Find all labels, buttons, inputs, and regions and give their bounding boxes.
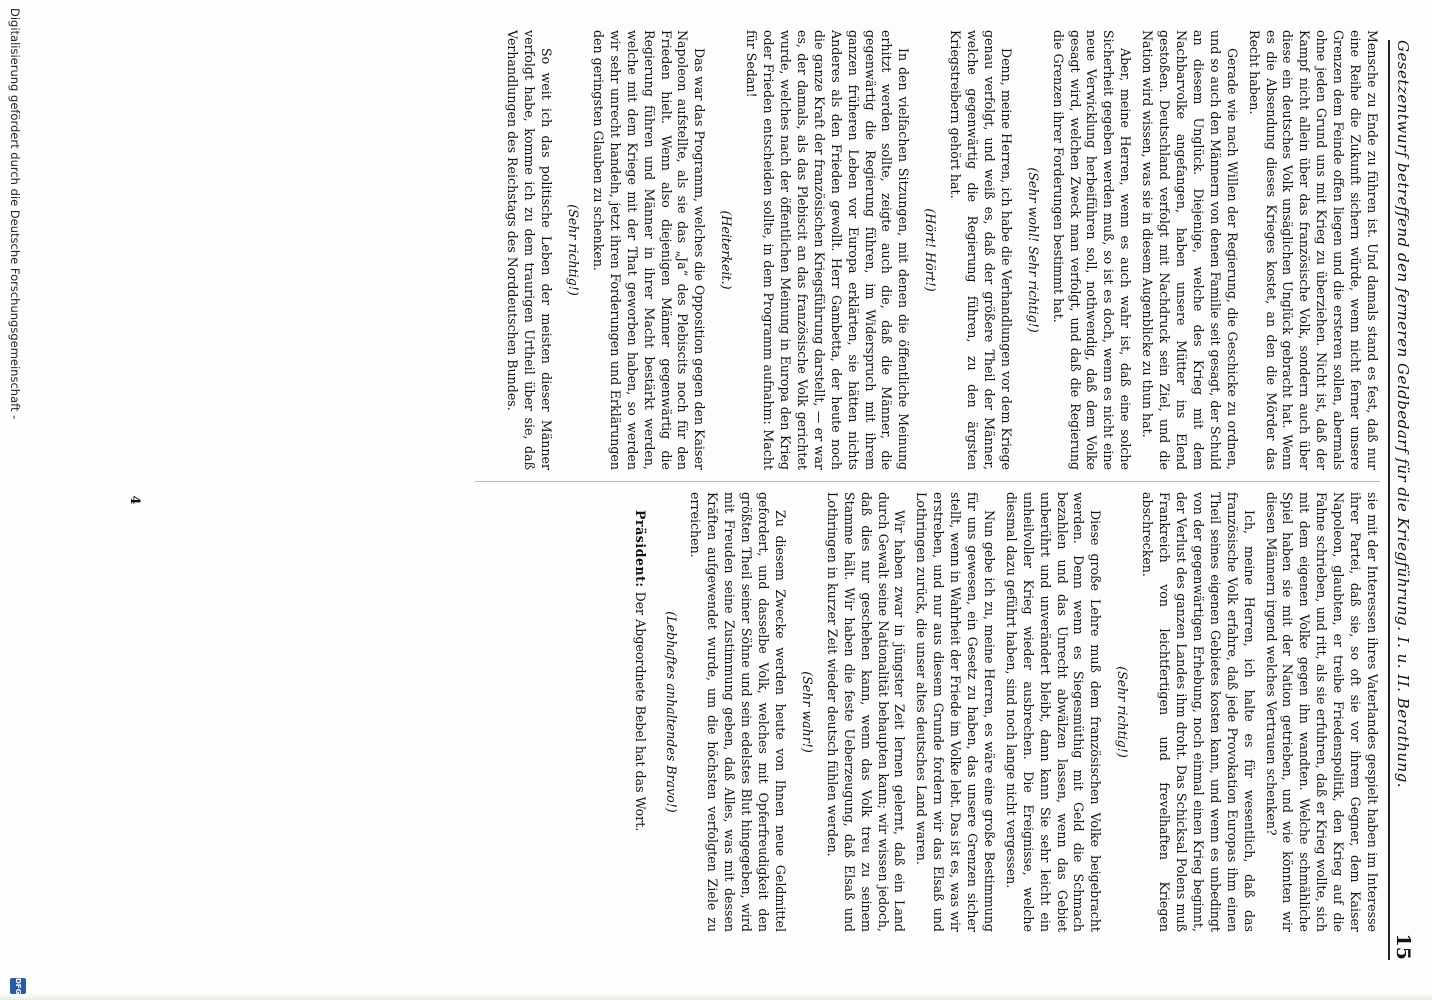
interjection: (Sehr wahr!) bbox=[799, 671, 815, 753]
interjection: (Sehr wohl! Sehr richtig!) bbox=[1025, 167, 1041, 333]
speaker-name: Präsident: bbox=[632, 510, 648, 588]
paragraph: Nun gebe ich zu, meine Herren, es wäre eine große Bestimmung für uns gewesen, ein Gesetz zu haben, das unsere Grenzen sicher stellt, wenn in Wahrheit der Friede im Volke lebt. Das ist es, was wir erstreben, und nur aus diesem Grunde fordern wir das Elsaß und Lothringen zurück, die unser altes deutsches Land waren. bbox=[914, 492, 997, 932]
interjection: (Heiterkeit.) bbox=[719, 210, 735, 290]
running-head bbox=[1388, 40, 1424, 960]
page-marker: 4 bbox=[127, 495, 142, 505]
paragraph: sie mit der Interessen ihres Vaterlandes gespielt haben im Interesse ihrer Partei, daß sie, so oft sie vor ihrem Gegner, dem Kaiser Napoleon, glaubten, er treibe Friedenspolitik, den Krieg auf die Fahne schrieben, und ritt, als sie erfuhren, daß er Krieg wollte, sich mit dem eigenen Volke gegen ihn wandten. Welche schmähliche Spiel haben sie mit der Nation getrieben, und wie könnten wir diesen Männern irgend welches Vertrauen schenken? bbox=[1263, 492, 1380, 932]
digitization-text: Digitalisierung gefördert durch die Deutsche Forschungsgemeinschaft - bbox=[8, 8, 22, 420]
paragraph: Diese große Lehre muß dem französischen Volke beigebracht werden. Denn wenn es Siegesmüthig mit Geld die Schmach bezahlen und das Unrecht abwälzen lassen, wenn das Gebiet unberührt und unverändert bleibt, dann kann Sie sehr leicht ein unheilvoller Krieg wieder ausbrechen. Die Ereignisse, welche diesmal dazu geführt haben, sind noch lange nicht vergessen. bbox=[1003, 492, 1104, 932]
running-head-title: Gesetzentwurf betreffend den ferneren Geldbedarf für die Kriegführung. I. u. II. Berathung. bbox=[1394, 40, 1412, 789]
interjection: (Hört! Hört!) bbox=[923, 208, 939, 292]
paragraph: In den vielfachen Sitzungen, mit denen die öffentliche Meinung erhitzt werden sollte, zeigte auch die, daß die Männer, die gegenwärtig die Regierung führen, im Widerspruch mit ihrem ganzen früheren Leben vor Europa erklärten, sie hätten nichts Anderes als den Frieden gewollt. Herr Gambetta, der heute noch die ganze Kraft der französischen Kriegsführung darstellt, — er war es, der damals, als das Plebiscit an das französische Volk gerichtet wurde, welches nach der öffentlichen Meinung in Europa den Krieg oder Frieden entscheiden sollte, in dem Programm aufnahm: Macht für Sedan! bbox=[744, 30, 912, 470]
page-edge bbox=[0, 994, 1432, 1000]
interjection: (Lebhaftes anhaltendes Bravo!) bbox=[663, 611, 679, 813]
paragraph: Zu diesem Zwecke werden heute von Ihnen neue Geldmittel gefordert, und dasselbe Volk, welches mit Opferfreudigkeit den größten Theil seiner Söhne und sein edelstes Blut hingegeben, wird mit Freuden seine Zustimmung geben, daß Alles, was mit dessen Kräften aufgewendet wurde, um die höchsten verfolgten Ziele zu erreichen. bbox=[688, 492, 788, 932]
interjection: (Sehr richtig!) bbox=[566, 204, 582, 296]
speaker-line bbox=[631, 492, 648, 932]
right-column bbox=[626, 492, 1380, 932]
paragraph: Gerade wie nach Willen der Regierung, die Geschicke zu ordnen, und so auch den Männern von denen Familie seit gesagt, der Schuld an diesem Unglück. Diejenige, welche des Krieg mit dem Nachbarvolke angefangen, haben unsere Mütter ins Elend gestoßen. Deutschland verfolgt mit Nachdruck sein Ziel, und die Nation wird wissen, was sie in diesem Augenblicke zu thun hat. bbox=[1140, 30, 1240, 470]
paragraph: Das war das Programm, welches die Opposition gegen den Kaiser Napoleon aufstellte, als sie das „Ja“ des Plebiscits noch für den Frieden hielt. Wenn also diejenigen Männer gegenwärtig die Regierung führen und Männer in ihrer Macht bestärkt werden, welche mit dem Kriege mit der That geworben haben, so werden wir sehr unrecht handeln, jetzt ihren Forderungen und Erklärungen den geringsten Glauben zu schenken. bbox=[590, 30, 708, 470]
paragraph: Aber, meine Herren, wenn es auch wahr ist, daß eine solche Sicherheit gegeben werden muß, so ist es doch, wenn es nicht eine neue Verwicklung herbeiführen soll, nothwendig, daß dem Volke gesagt wird, welchen Zweck man verfolgt, und daß die Regierung die Grenzen ihrer Forderungen bestimmt hat. bbox=[1050, 30, 1134, 470]
paragraph: Ich, meine Herren, ich halte es für wesentlich, daß das französische Volk erfahre, daß jede Provokation Europas ihm einen Theil seines eigenen Gebietes kosten kann, und wenn es unbedingt von der gegenwärtigen Erhebung, noch einmal einen Krieg beginnt, der Verlust des ganzen Landes ihm droht. Das Schicksal Polens muß Frankreich von leichtfertigen und frevelhaften Kriegen abschrecken. bbox=[1140, 492, 1257, 932]
paragraph: Mensche zu Ende zu führen ist. Und damals stand es fest, daß nur eine Reihe die Zukunft sichern würde, wenn nicht ferner unsere Grenzen dem Feinde offen liegen und die ersteren sollen, abermals ohne jeden Grund uns mit Krieg zu überziehen. Nicht ist, daß der Kampf nicht allein über das französische Volk, sondern auch über diese ein deutsches Volk unsäglichen Unglück gebracht hat. Wenn es die Absendung dieses Krieges kostet, an den die Mörder das Recht haben. bbox=[1246, 30, 1380, 470]
digitization-credit bbox=[2, 0, 32, 1000]
paragraph: Wir haben zwar in jüngster Zeit lernen gelernt, daß ein Land durch Gewalt seine Nationalität behaupten kann; wir wissen jedoch, daß dies nur geschehen kann, wenn das Volk treu zu seinem Stamme hält. Wir haben die feste Ueberzeugung, daß Elsaß und Lothringen in kurzer Zeit wieder deutsch fühlen werden. bbox=[824, 492, 908, 932]
speaker-text: Der Abgeordnete Bebel hat das Wort. bbox=[632, 591, 648, 832]
page-number: 15 bbox=[1392, 933, 1414, 960]
paragraph: So weit ich das politische Leben der meisten dieser Männer verfolgt habe, komme ich zu dem traurigen Urtheil über sie, daß Verhandlungen des Reichstags des Norddeutschen Bundes. bbox=[505, 30, 555, 470]
dfg-logo-icon: DFG bbox=[10, 978, 26, 994]
column-divider bbox=[475, 481, 1380, 482]
paragraph: Denn, meine Herren, ich habe die Verhandlungen vor dem Kriege genau verfolgt, und weiß es, daß der größere Theil der Männer, welche gegenwärtig die Regierung führen, zu den ärgsten Kriegstreibern gehört hat. bbox=[948, 30, 1014, 470]
left-column bbox=[498, 30, 1380, 470]
interjection: (Sehr richtig!) bbox=[1115, 666, 1131, 758]
